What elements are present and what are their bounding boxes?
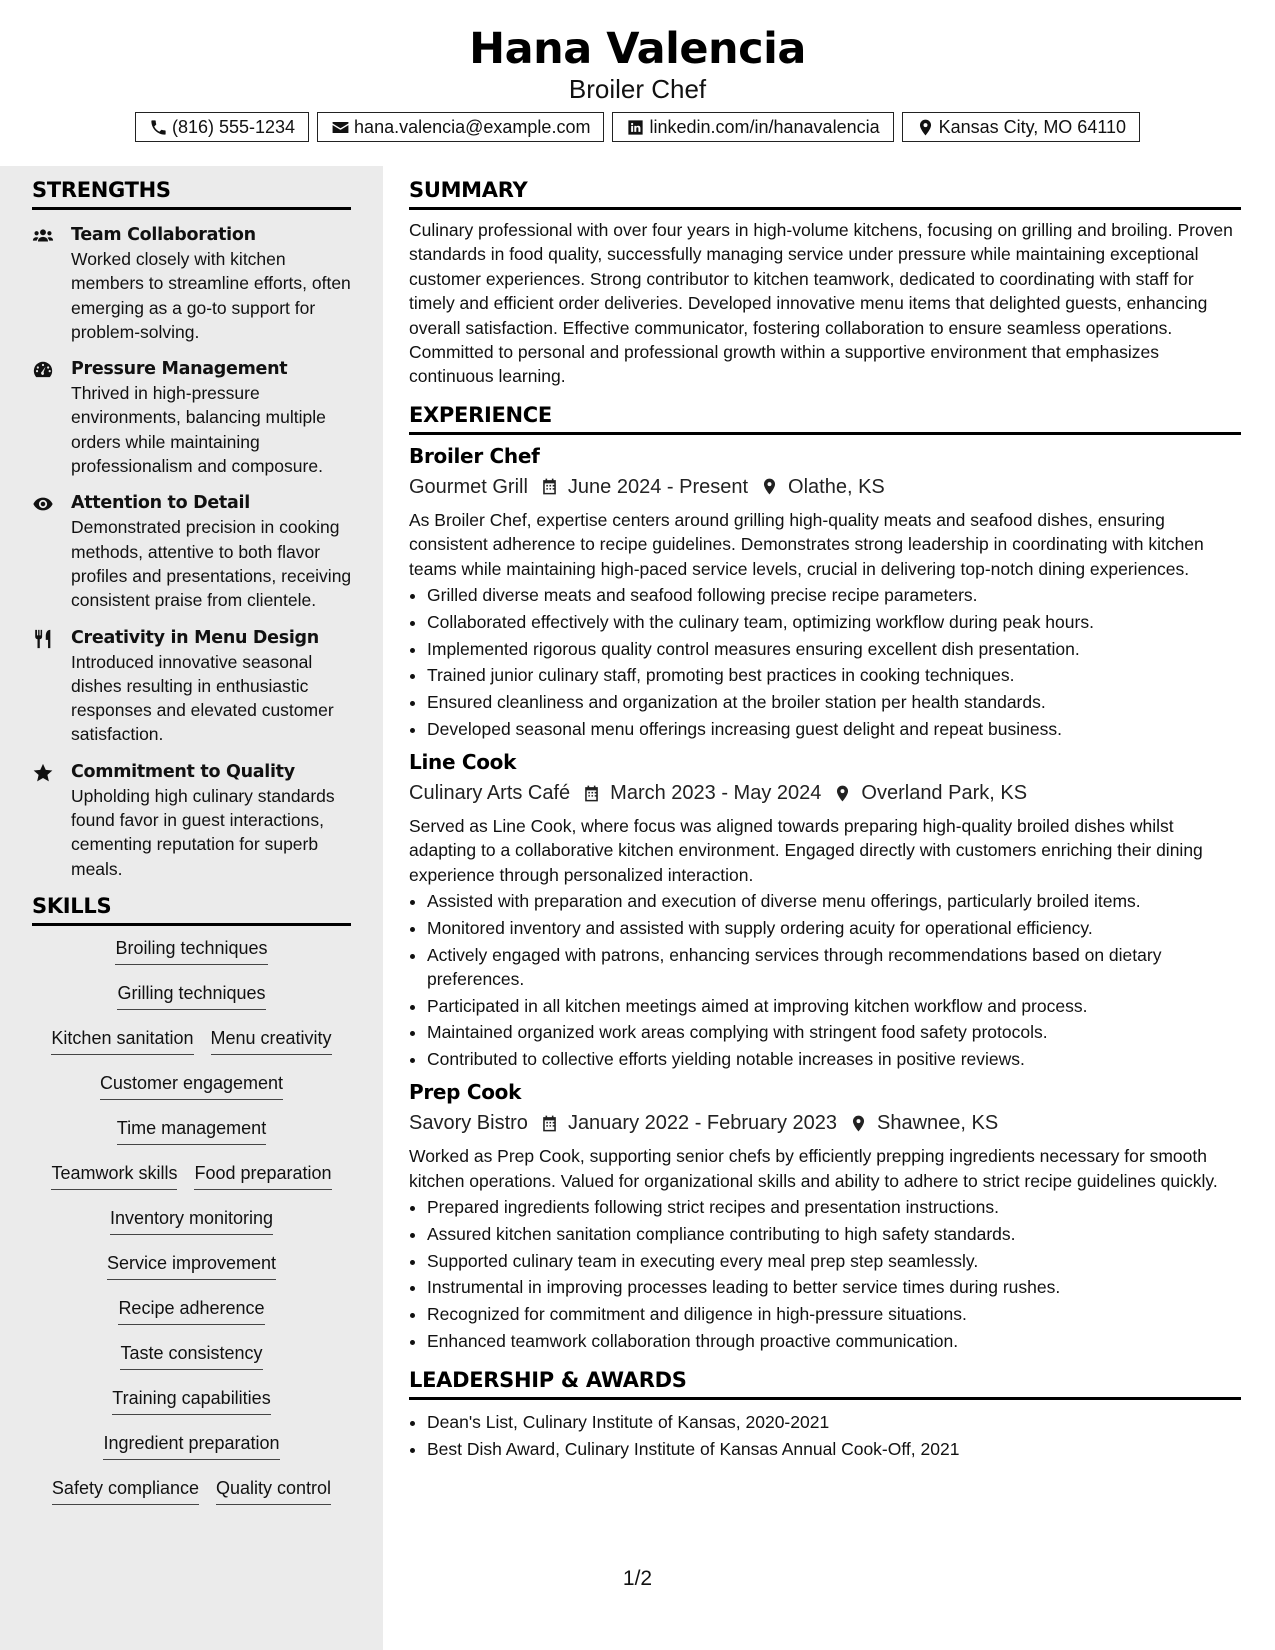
skill-row [32, 1161, 351, 1206]
strength-desc: Thrived in high-pressure environments, balancing multiple orders while maintaining professionalism and composure. [71, 383, 326, 477]
job-location: Overland Park, KS [861, 782, 1028, 805]
list-item: • Dean's List, Culinary Institute of Kansas, 2020-2021 [427, 1410, 1241, 1434]
skill-tag: Grilling techniques [117, 981, 265, 1010]
strength-item [32, 760, 352, 881]
list-item: • Collaborated effectively with the culinary team, optimizing workflow during peak hours. [427, 610, 1241, 634]
job-desc: As Broiler Chef, expertise centers around grilling high-quality meats and seafood dishes, ensuring consistent adherence to recipe guidelines. Demonstrates strong leadership in coordinating with kitchen teams while maintaining high-paced service levels, crucial in delivering top-notch dining experiences. [409, 509, 1204, 579]
skill-row [32, 1386, 351, 1431]
candidate-name: Hana Valencia [469, 24, 806, 74]
calendar-icon [540, 1114, 559, 1133]
list-item: • Supported culinary team in executing every meal prep step seamlessly. [427, 1249, 1241, 1273]
job-meta [409, 472, 1241, 502]
skill-row [32, 1341, 351, 1386]
strength-title: Creativity in Menu Design [71, 627, 319, 648]
strength-item [32, 223, 352, 344]
job-location: Shawnee, KS [877, 1112, 999, 1135]
contact-email[interactable] [317, 112, 604, 142]
job-entry [409, 749, 1241, 1071]
skill-tag: Time management [117, 1116, 266, 1145]
list-item: • Contributed to collective efforts yielding notable increases in positive reviews. [427, 1047, 1241, 1071]
skill-tag: Menu creativity [211, 1026, 332, 1055]
contact-location[interactable] [902, 112, 1140, 142]
job-meta [409, 778, 1241, 808]
experience-heading: EXPERIENCE [409, 403, 1241, 435]
strength-title: Pressure Management [71, 359, 288, 380]
skill-tag: Safety compliance [52, 1476, 199, 1505]
strengths-list [32, 223, 352, 881]
list-item: • Prepared ingredients following strict recipes and presentation instructions. [427, 1195, 1241, 1219]
skill-tag: Recipe adherence [118, 1296, 264, 1325]
skill-row [32, 1251, 351, 1296]
skill-tag: Customer engagement [100, 1071, 283, 1100]
page-number: 1/2 [622, 1567, 653, 1590]
strength-item [32, 626, 352, 747]
strength-desc: Introduced innovative seasonal dishes resulting in enthusiastic responses and elevated customer satisfaction. [71, 651, 334, 745]
list-item: • Developed seasonal menu offerings increasing guest delight and repeat business. [427, 717, 1241, 741]
contact-text: (816) 555-1234 [171, 116, 296, 137]
skill-row [32, 1206, 351, 1251]
skill-row [32, 1296, 351, 1341]
list-item: • Assisted with preparation and execution of diverse menu offerings, particularly broiled items. [427, 889, 1241, 913]
job-entry [409, 1079, 1241, 1353]
job-company: Savory Bistro [409, 1112, 528, 1135]
skill-row [32, 1116, 351, 1161]
resume-header [0, 0, 1275, 166]
phone-icon [149, 118, 168, 137]
job-company: Culinary Arts Café [409, 782, 571, 805]
job-bullets [409, 583, 1241, 741]
strengths-heading: STRENGTHS [32, 178, 351, 210]
calendar-icon [540, 477, 559, 496]
contact-bar [0, 112, 1275, 142]
skill-tag: Ingredient preparation [103, 1431, 279, 1460]
map-pin-icon [760, 477, 779, 496]
map-pin-icon [833, 784, 852, 803]
users-icon [32, 225, 54, 247]
job-title: Prep Cook [409, 1080, 522, 1105]
skill-tag: Broiling techniques [115, 936, 267, 965]
strength-item [32, 357, 352, 478]
awards-section [409, 1356, 1241, 1461]
contact-phone[interactable] [135, 112, 309, 142]
skill-tag: Kitchen sanitation [51, 1026, 193, 1055]
job-desc: Served as Line Cook, where focus was aligned towards preparing high-quality broiled dishes whilst adapting to a collaborative kitchen environment. Engaged directly with customers enriching their dining experience through personalized interaction. [409, 816, 1203, 885]
skill-row [32, 936, 351, 981]
strength-title: Attention to Detail [71, 493, 250, 514]
job-location: Olathe, KS [788, 475, 885, 498]
list-item: • Actively engaged with patrons, enhancing services through recommendations based on dietary preferences. [427, 943, 1241, 991]
main-column [409, 166, 1241, 1463]
skills-list [32, 936, 351, 1521]
job-dates: June 2024 - Present [567, 475, 749, 498]
gauge-icon [32, 359, 54, 381]
eye-icon [32, 493, 54, 515]
job-meta [409, 1108, 1241, 1138]
list-item: • Implemented rigorous quality control measures ensuring excellent dish presentation. [427, 637, 1241, 661]
utensils-icon [32, 628, 54, 650]
awards-heading: LEADERSHIP & AWARDS [409, 1368, 1241, 1400]
list-item: • Monitored inventory and assisted with supply ordering acuity for operational efficiency. [427, 916, 1241, 940]
strength-desc: Upholding high culinary standards found favor in guest interactions, cementing reputation for superb meals. [71, 785, 335, 879]
skill-row [32, 1476, 351, 1521]
star-icon [32, 762, 54, 784]
strength-desc: Worked closely with kitchen members to streamline efforts, often emerging as a go-to support for problem-solving. [71, 249, 351, 342]
contact-text: hana.valencia@example.com [354, 116, 591, 137]
map-pin-icon [849, 1114, 868, 1133]
job-bullets [409, 889, 1241, 1071]
contact-linkedin[interactable] [612, 112, 893, 142]
calendar-icon [582, 784, 601, 803]
envelope-icon [331, 118, 350, 137]
list-item: • Trained junior culinary staff, promoting best practices in cooking techniques. [427, 663, 1241, 687]
candidate-title: Broiler Chef [568, 74, 707, 104]
job-entry [409, 443, 1241, 741]
strength-title: Commitment to Quality [71, 761, 295, 782]
job-title: Broiler Chef [409, 443, 540, 468]
summary-text: Culinary professional with over four years in high-volume kitchens, focusing on grilling and broiling. Proven standards in food quality, successfully managing service under pressure while maintaining exceptional customer experiences. Strong contributor to kitchen teamwork, dedicated to coordinating with staff for timely and efficient order deliveries. Developed innovative menu items that delighted guests, enhancing overall satisfaction. Effective communicator, fostering collaboration to ensure seamless operations. Committed to personal and professional growth within a supportive environment that emphasizes continuous learning. [409, 220, 1233, 387]
job-title: Line Cook [409, 750, 517, 775]
list-item: • Instrumental in improving processes leading to better service times during rushes. [427, 1275, 1241, 1299]
list-item: • Enhanced teamwork collaboration through proactive communication. [427, 1329, 1241, 1353]
job-dates: January 2022 - February 2023 [567, 1112, 837, 1135]
skill-row [32, 1071, 351, 1116]
strength-desc: Demonstrated precision in cooking methods, attentive to both flavor profiles and presentations, receiving consistent praise from clientele. [71, 517, 352, 611]
map-pin-icon [916, 118, 935, 137]
contact-text: Kansas City, MO 64110 [938, 116, 1127, 137]
skill-tag: Service improvement [107, 1251, 276, 1280]
strength-item [32, 491, 352, 612]
skill-row [32, 1431, 351, 1476]
job-dates: March 2023 - May 2024 [610, 782, 822, 805]
skill-tag: Inventory monitoring [110, 1206, 273, 1235]
job-company: Gourmet Grill [409, 475, 528, 498]
skills-heading: SKILLS [32, 894, 351, 926]
list-item: • Ensured cleanliness and organization at the broiler station per health standards. [427, 690, 1241, 714]
summary-heading: SUMMARY [409, 178, 1241, 210]
list-item: • Participated in all kitchen meetings aimed at improving kitchen workflow and process. [427, 994, 1241, 1018]
linkedin-icon [626, 118, 645, 137]
list-item: • Recognized for commitment and diligence in high-pressure situations. [427, 1302, 1241, 1326]
skill-row [32, 1026, 351, 1071]
job-bullets [409, 1195, 1241, 1353]
list-item: • Grilled diverse meats and seafood following precise recipe parameters. [427, 583, 1241, 607]
skill-tag: Taste consistency [120, 1341, 262, 1370]
contact-text: linkedin.com/in/hanavalencia [649, 116, 880, 137]
list-item: • Assured kitchen sanitation compliance contributing to high safety standards. [427, 1222, 1241, 1246]
awards-list [409, 1410, 1241, 1461]
job-desc: Worked as Prep Cook, supporting senior chefs by efficiently prepping ingredients necessary for smooth kitchen operations. Valued for organizational skills and ability to adhere to strict recipe guidelines quickly. [409, 1146, 1218, 1191]
sidebar [0, 166, 383, 1650]
list-item: • Maintained organized work areas complying with stringent food safety protocols. [427, 1020, 1241, 1044]
strength-title: Team Collaboration [71, 225, 256, 245]
skill-tag: Food preparation [194, 1161, 331, 1190]
skill-tag: Training capabilities [112, 1386, 270, 1415]
skill-row [32, 981, 351, 1026]
list-item: • Best Dish Award, Culinary Institute of Kansas Annual Cook-Off, 2021 [427, 1437, 1241, 1461]
skill-tag: Teamwork skills [51, 1161, 177, 1190]
skill-tag: Quality control [216, 1476, 331, 1505]
